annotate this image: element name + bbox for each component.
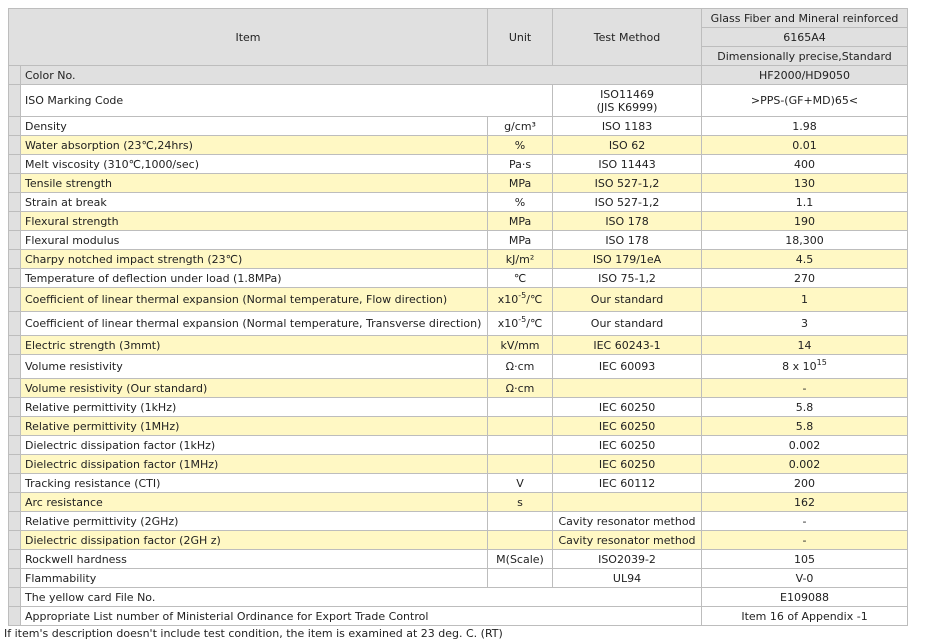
row-unit: kJ/m² [488,250,553,269]
table-row [9,512,908,531]
table-row [9,493,908,512]
row-test-method: Cavity resonator method [553,512,702,531]
row-item: Density [21,117,488,136]
row-item: Dielectric dissipation factor (2GH z) [21,531,488,550]
row-test-method: IEC 60250 [553,455,702,474]
row-unit: Ω·cm [488,355,553,379]
row-marker [9,588,21,607]
row-unit: % [488,136,553,155]
row-unit [488,436,553,455]
row-unit [488,417,553,436]
iso-marking-method [553,85,702,117]
row-item: Volume resistivity (Our standard) [21,379,488,398]
row-marker [9,455,21,474]
row-value: 190 [702,212,908,231]
row-value: 5.8 [702,398,908,417]
row-value: 4.5 [702,250,908,269]
row-value: 0.002 [702,436,908,455]
header-grade-type: Dimensionally precise,Standard [702,47,908,66]
row-item: Tensile strength [21,174,488,193]
row-marker [9,117,21,136]
iso-marking-value: >PPS-(GF+MD)65< [702,85,908,117]
table-row [9,288,908,312]
row-value: 400 [702,155,908,174]
row-marker [9,212,21,231]
properties-table [8,8,908,626]
row-item: Strain at break [21,193,488,212]
yellow-card-label: The yellow card File No. [21,588,702,607]
row-test-method: ISO 62 [553,136,702,155]
row-marker [9,231,21,250]
row-item: Flammability [21,569,488,588]
header-item: Item [9,9,488,66]
row-marker [9,569,21,588]
row-item: Melt viscosity (310℃,1000/sec) [21,155,488,174]
row-test-method: IEC 60093 [553,355,702,379]
row-marker [9,136,21,155]
table-row [9,436,908,455]
table-row [9,231,908,250]
row-value [702,355,908,379]
row-unit: V [488,474,553,493]
header-unit: Unit [488,9,553,66]
row-test-method: IEC 60250 [553,398,702,417]
row-test-method: UL94 [553,569,702,588]
row-test-method: ISO 75-1,2 [553,269,702,288]
table-row [9,379,908,398]
table-row [9,117,908,136]
row-marker [9,66,21,85]
row-value: 18,300 [702,231,908,250]
row-marker [9,531,21,550]
row-value: 0.002 [702,455,908,474]
row-item: Tracking resistance (CTI) [21,474,488,493]
row-item: Temperature of deflection under load (1.8MPa) [21,269,488,288]
row-value: 130 [702,174,908,193]
row-item: Volume resistivity [21,355,488,379]
row-unit [488,288,553,312]
row-test-method: ISO2039-2 [553,550,702,569]
row-value: - [702,512,908,531]
iso-marking-label: ISO Marking Code [21,85,553,117]
row-unit: MPa [488,231,553,250]
row-value: 1 [702,288,908,312]
iso-marking-method-line2: (JIS K6999) [596,100,658,114]
table-row [9,531,908,550]
row-marker [9,155,21,174]
table-row [9,174,908,193]
row-test-method: ISO 1183 [553,117,702,136]
row-test-method [553,493,702,512]
table-row [9,155,908,174]
row-marker [9,288,21,312]
row-unit: MPa [488,212,553,231]
row-value: - [702,531,908,550]
unit-base: x10 [497,317,519,330]
table-row [9,398,908,417]
row-unit [488,455,553,474]
row-item: Dielectric dissipation factor (1kHz) [21,436,488,455]
row-test-method: Our standard [553,312,702,336]
row-test-method [553,379,702,398]
row-value: 105 [702,550,908,569]
row-marker [9,336,21,355]
row-test-method: Cavity resonator method [553,531,702,550]
row-marker [9,355,21,379]
row-value: 0.01 [702,136,908,155]
row-marker [9,193,21,212]
row-item: Rockwell hardness [21,550,488,569]
row-unit [488,531,553,550]
row-marker [9,436,21,455]
row-yellow-card [9,588,908,607]
row-test-method: ISO 11443 [553,155,702,174]
header-test-method: Test Method [553,9,702,66]
row-item: Relative permittivity (1kHz) [21,398,488,417]
unit-tail: /℃ [526,317,543,330]
color-no-value: HF2000/HD9050 [702,66,908,85]
row-test-method: ISO 178 [553,231,702,250]
row-marker [9,85,21,117]
table-row [9,569,908,588]
row-unit [488,512,553,531]
row-test-method: ISO 527-1,2 [553,193,702,212]
row-item: Electric strength (3mmt) [21,336,488,355]
yellow-card-value: E109088 [702,588,908,607]
row-marker [9,398,21,417]
header-grade-family: Glass Fiber and Mineral reinforced [702,9,908,28]
row-marker [9,379,21,398]
row-unit: Ω·cm [488,379,553,398]
row-item: Water absorption (23℃,24hrs) [21,136,488,155]
row-iso-marking [9,85,908,117]
row-marker [9,269,21,288]
table-row [9,312,908,336]
row-test-method: IEC 60250 [553,436,702,455]
row-test-method: IEC 60250 [553,417,702,436]
row-unit: kV/mm [488,336,553,355]
table-row [9,136,908,155]
table-row [9,417,908,436]
row-marker [9,312,21,336]
row-item: Arc resistance [21,493,488,512]
table-row [9,474,908,493]
row-test-method: ISO 179/1eA [553,250,702,269]
row-value: 270 [702,269,908,288]
table-row [9,212,908,231]
row-value: 200 [702,474,908,493]
row-unit: M(Scale) [488,550,553,569]
table-row [9,336,908,355]
row-value: 14 [702,336,908,355]
row-unit: Pa·s [488,155,553,174]
row-value: 162 [702,493,908,512]
table-row [9,355,908,379]
table-row [9,250,908,269]
row-value: 5.8 [702,417,908,436]
row-value: - [702,379,908,398]
row-test-method: Our standard [553,288,702,312]
row-marker [9,474,21,493]
row-unit: ℃ [488,269,553,288]
row-test-method: IEC 60112 [553,474,702,493]
row-export-control [9,607,908,626]
export-control-label: Appropriate List number of Ministerial Ordinance for Export Trade Control [21,607,702,626]
unit-base: x10 [497,293,519,306]
row-value: 3 [702,312,908,336]
table-row [9,455,908,474]
header-grade: 6165A4 [702,28,908,47]
row-value: 1.1 [702,193,908,212]
row-item: Coefficient of linear thermal expansion (Normal temperature, Transverse direction) [21,312,488,336]
table-row [9,550,908,569]
table-row [9,269,908,288]
row-item: Dielectric dissipation factor (1MHz) [21,455,488,474]
row-marker [9,550,21,569]
iso-marking-method-line1: ISO11469 [600,87,654,101]
row-unit: g/cm³ [488,117,553,136]
row-marker [9,250,21,269]
row-color-no [9,66,908,85]
row-unit: MPa [488,174,553,193]
row-marker [9,607,21,626]
row-value: V-0 [702,569,908,588]
row-unit [488,569,553,588]
row-test-method: ISO 527-1,2 [553,174,702,193]
unit-exponent: -5 [518,315,527,324]
row-unit [488,398,553,417]
row-unit: % [488,193,553,212]
row-item: Relative permittivity (2GHz) [21,512,488,531]
row-item: Charpy notched impact strength (23℃) [21,250,488,269]
table-row [9,193,908,212]
row-marker [9,512,21,531]
row-test-method: IEC 60243-1 [553,336,702,355]
unit-exponent: -5 [518,291,527,300]
footnote: If item's description doesn't include test condition, the item is examined at 23 deg. C. (RT) [4,627,503,640]
row-unit [488,312,553,336]
row-item: Coefficient of linear thermal expansion (Normal temperature, Flow direction) [21,288,488,312]
row-value: 1.98 [702,117,908,136]
row-test-method: ISO 178 [553,212,702,231]
value-base: 8 x 10 [782,360,817,373]
row-item: Relative permittivity (1MHz) [21,417,488,436]
row-marker [9,493,21,512]
value-exponent: 15 [816,358,827,367]
row-item: Flexural strength [21,212,488,231]
color-no-label: Color No. [21,66,702,85]
row-marker [9,174,21,193]
row-unit: s [488,493,553,512]
export-control-value: Item 16 of Appendix -1 [702,607,908,626]
row-item: Flexural modulus [21,231,488,250]
row-marker [9,417,21,436]
unit-tail: /℃ [526,293,543,306]
